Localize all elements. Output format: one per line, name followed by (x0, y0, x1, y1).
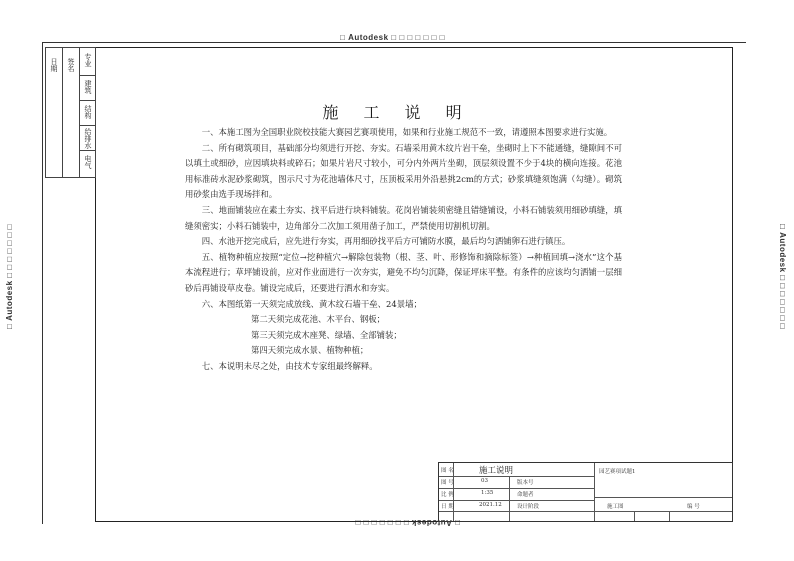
construction-notes (185, 125, 622, 375)
title-block-code-label: 编 号 (687, 504, 700, 510)
watermark-right: □ Autodesk □ □ □ □ □ □ □ (777, 224, 787, 329)
side-label-date: 日期 (50, 58, 58, 72)
side-label-signature: 签名 (67, 58, 75, 72)
watermark-top: □ Autodesk □ □ □ □ □ □ □ (340, 33, 445, 42)
note-paragraph-1: 一、本施工图为全国职业院校技能大赛园艺赛项使用，如果和行业施工规范不一致，请遵照本图要求进行实施。 (201, 127, 613, 137)
side-row-line (79, 150, 95, 151)
title-block (438, 462, 733, 522)
title-block-version-label: 版本号 (517, 480, 534, 486)
title-block-scale-label: 比 例 (441, 492, 454, 498)
title-block-name-value: 施工说明 (479, 466, 514, 476)
title-block-stage-value: 施工图 (607, 504, 624, 510)
sheet-border-top (42, 42, 746, 43)
side-label-structure: 结构 (84, 105, 92, 119)
title-block-drawing-no-value: 03 (481, 478, 488, 484)
note-paragraph-5: 五、植物种植应按照“定位→挖种植穴→解除包装物（根、茎、叶、形修饰和摘除标签）→种植回填→浇水”这个基本流程进行；草坪铺设前，应对作业面进行一次夯实，避免不均匀沉降，保证坪床平整。有条件的应该均匀洒铺一层细砂后再铺设草皮卷。铺设完成后，还要进行洒水和夯实。 (185, 251, 622, 293)
page-title: 施 工 说 明 (322, 103, 472, 122)
schedule-day-4: 第四天须完成水景、植物种植； (251, 345, 369, 356)
note-paragraph-4: 四、水池开挖完成后，应先进行夯实，再用细砂找平后方可铺防水膜，最后均匀洒铺卵石进行镇压。 (201, 236, 571, 247)
title-block-drawing-no-label: 图 号 (441, 480, 454, 486)
title-block-date-label: 日 期 (441, 504, 454, 510)
side-label-architecture: 建筑 (84, 80, 92, 94)
side-label-electrical: 电气 (84, 155, 92, 169)
schedule-day-2: 第二天须完成花池、木平台、钢板； (251, 314, 385, 325)
side-label-discipline: 专业 (84, 53, 92, 67)
title-block-drafter-label: 命题者 (517, 492, 534, 498)
note-paragraph-3: 三、地面铺装应在素土夯实、找平后进行块料铺装。花岗岩铺装须密缝且错缝铺设，小料石铺装须用细砂填缝，填缝须密实；小料石铺装中，边角部分二次加工须用凿子加工，严禁使用切割机切割。 (185, 204, 622, 231)
title-block-date-value: 2021.12 (479, 502, 502, 508)
schedule-day-3: 第三天须完成木座凳、绿墙、全部铺装； (251, 329, 402, 340)
note-paragraph-7: 七、本说明未尽之处，由技术专家组最终解释。 (201, 360, 378, 371)
note-paragraph-6: 六、本图纸第一天须完成放线、黄木纹石墙干垒、24景墙； (201, 298, 422, 309)
title-block-stage-label: 设计阶段 (517, 504, 540, 510)
title-block-scale-value: 1:35 (481, 490, 494, 496)
side-row-line (79, 75, 95, 76)
title-block-name-label: 图 名 (441, 468, 454, 474)
watermark-bottom: □ Autodesk □ □ □ □ □ □ □ (355, 518, 460, 527)
side-label-plumbing: 给排水 (84, 128, 92, 149)
title-block-competition: 园艺赛项试题1 (599, 469, 636, 475)
watermark-left: □ Autodesk □ □ □ □ □ □ □ (4, 224, 14, 329)
note-paragraph-2: 二、所有砌筑项目，基础部分均须进行开挖、夯实。石墙采用黄木纹片岩干垒，坐砌时上下不能通缝，缝隙间不可以填土或细砂，应因填块料或碎石；如果片岩尺寸较小，可分内外两片坐砌，顶层须设置不少于4块的横向连接。花池用标准砖水泥砂浆砌筑，图示尺寸为花池墙体尺寸，压顶板采用外沿悬挑2cm的方式；砂浆填缝须饱满（勾缝）。砌筑用砂浆由选手现场拌和。 (185, 142, 622, 200)
side-row-line (79, 125, 95, 126)
